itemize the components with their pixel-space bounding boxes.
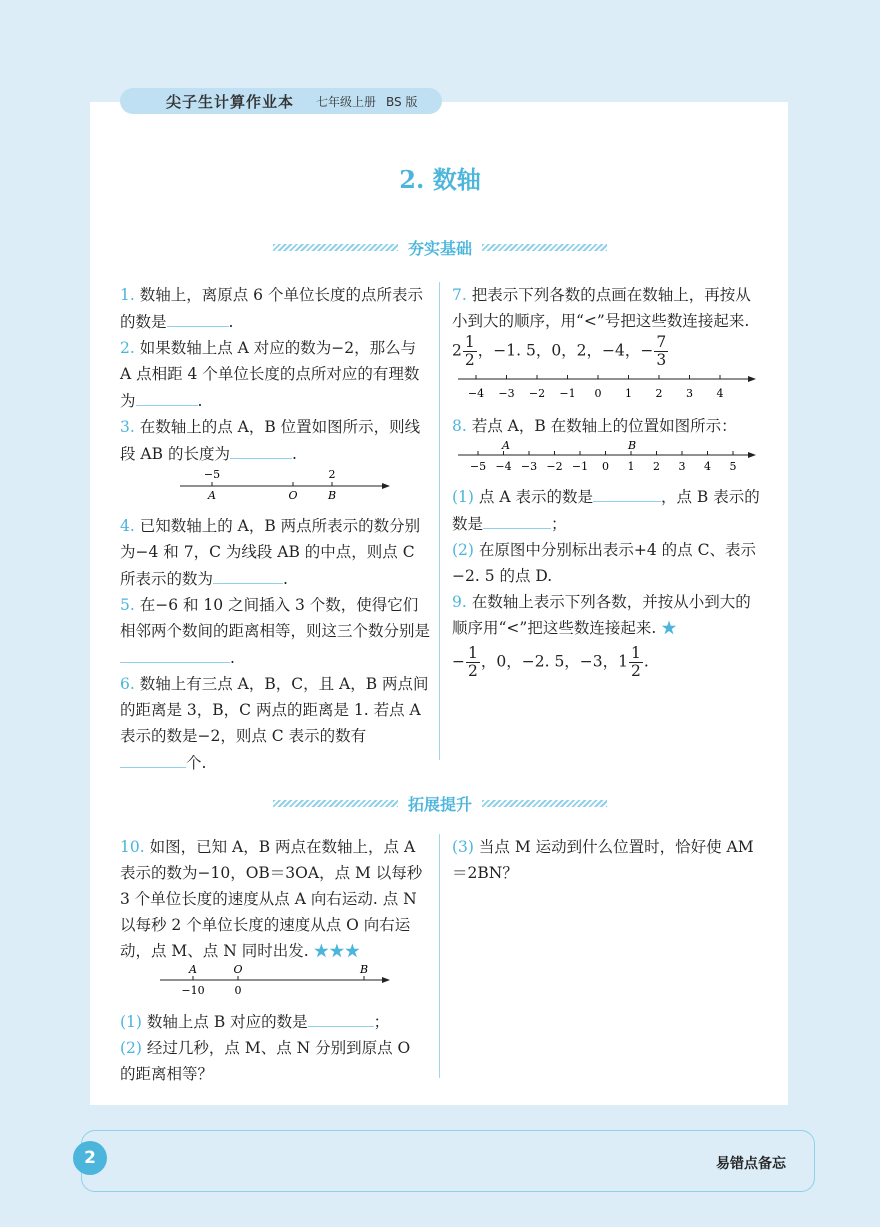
question-2: 2. 如果数轴上点 A 对应的数为−2，那么与 A 点相距 4 个单位长度的点所对应的有理数为 . bbox=[120, 339, 420, 410]
page-title: 2. 数轴 bbox=[399, 165, 481, 194]
tick-label: 3 bbox=[678, 460, 686, 473]
section-basic bbox=[0, 236, 880, 259]
hatch-decoration bbox=[273, 800, 398, 807]
tick-label: −5 bbox=[203, 468, 221, 481]
question-9: 9. 在数轴上表示下列各数，并按从小到大的顺序用“<”把这些数连接起来. ★ bbox=[452, 593, 751, 637]
tick-label: 3 bbox=[686, 387, 693, 400]
page-number: 2 bbox=[73, 1141, 107, 1175]
tick-label: −4 bbox=[495, 460, 512, 473]
question-9-numbers: − $\frac{1}{2}$ ，0，−2. 5，−3，1 $\frac{1}{2}$ . bbox=[452, 644, 649, 680]
tick-label: −5 bbox=[469, 460, 487, 473]
q8-number-line bbox=[452, 439, 764, 475]
right-column-advanced bbox=[452, 834, 764, 886]
tick-label: 0 bbox=[234, 984, 242, 997]
q10-number-line bbox=[120, 964, 430, 1000]
question-7: 7. 把表示下列各数的点画在数轴上，再按从小到大的顺序，用“<”号把这些数连接起来. 2 $\frac{1}{2}$ ，−1. 5，0，2，−4，− $\frac{7}{3}$ bbox=[452, 286, 751, 369]
question-3: 3. 在数轴上的点 A，B 位置如图所示，则线段 AB 的长度为 . bbox=[120, 418, 421, 463]
question-1: 1. 数轴上，离原点 6 个单位长度的点所表示的数是 . bbox=[120, 286, 423, 331]
fraction: $\frac{1}{2}$ bbox=[468, 644, 478, 680]
grade-label: 七年级上册 bbox=[316, 94, 377, 109]
tick-label: −4 bbox=[467, 387, 485, 400]
question-10: 10. 如图，已知 A，B 两点在数轴上，点 A 表示的数为−10，OB＝3OA，点 M 以每秒 3 个单位长度的速度从点 A 向右运动. 点 N 以每秒 2 个单位长度的速度从点 O 向右运动，点 M、点 N 同时出发. ★★★ bbox=[120, 838, 423, 960]
point-label: A bbox=[208, 489, 216, 502]
memo-label: 易错点备忘 bbox=[716, 1156, 786, 1172]
tick-label: −1 bbox=[571, 460, 589, 473]
header-pill bbox=[120, 88, 442, 114]
answer-blank[interactable] bbox=[213, 565, 283, 584]
fraction: $\frac{7}{3}$ bbox=[656, 333, 667, 369]
point-label: A bbox=[189, 964, 197, 976]
version-label: BS 版 bbox=[386, 94, 418, 109]
point-label: B bbox=[359, 964, 369, 976]
answer-blank[interactable] bbox=[230, 440, 292, 459]
tick-label: −10 bbox=[181, 984, 205, 997]
question-5: 5. 在−6 和 10 之间插入 3 个数，使得它们相邻两个数间的距离相等，则这三个数分别是. bbox=[120, 596, 431, 667]
hatch-decoration bbox=[482, 244, 607, 251]
question-8: 8. 若点 A，B 在数轴上的位置如图所示： bbox=[452, 417, 737, 435]
book-title: 尖子生计算作业本 bbox=[166, 92, 295, 111]
tick-label: 2 bbox=[653, 460, 660, 473]
footer-memo-box bbox=[81, 1130, 815, 1192]
question-10-part-3: (3) 当点 M 运动到什么位置时，恰好使 AM＝2BN？ bbox=[452, 838, 754, 882]
answer-blank[interactable] bbox=[136, 387, 198, 406]
point-label: O bbox=[233, 964, 243, 976]
question-10-part-2: (2) 经过几秒，点 M、点 N 分别到原点 O 的距离相等？ bbox=[120, 1039, 411, 1083]
tick-label: −2 bbox=[528, 387, 546, 400]
answer-blank[interactable] bbox=[120, 644, 230, 663]
point-label: B bbox=[627, 439, 637, 452]
hatch-decoration bbox=[273, 244, 398, 251]
left-column-basic bbox=[120, 282, 430, 776]
point-label: A bbox=[502, 439, 510, 452]
q7-number-line bbox=[452, 371, 764, 405]
column-divider bbox=[439, 282, 440, 760]
tick-label: 0 bbox=[594, 387, 602, 400]
tick-label: 5 bbox=[729, 460, 737, 473]
point-label: B bbox=[327, 489, 337, 502]
tick-label: 4 bbox=[704, 460, 711, 473]
difficulty-star: ★ bbox=[661, 619, 677, 637]
question-8-part-1: (1) 点 A 表示的数是 ，点 B 表示的数是 ； bbox=[452, 483, 764, 537]
fraction: $\frac{1}{2}$ bbox=[631, 644, 641, 680]
tick-label: −1 bbox=[559, 387, 576, 400]
tick-label: 1 bbox=[627, 460, 635, 473]
question-4: 4. 已知数轴上的 A，B 两点所表示的数分别为−4 和 7，C 为线段 AB 的中点，则点 C 所表示的数为 . bbox=[120, 517, 421, 588]
answer-blank[interactable] bbox=[593, 483, 661, 502]
right-column-basic bbox=[452, 282, 764, 680]
question-8-part-2: (2) 在原图中分别标出表示+4 的点 C、表示−2. 5 的点 D. bbox=[452, 541, 756, 585]
answer-blank[interactable] bbox=[167, 308, 229, 327]
column-divider bbox=[439, 834, 440, 1078]
section-label: 拓展提升 bbox=[407, 795, 472, 814]
left-column-advanced bbox=[120, 834, 430, 1087]
tick-label: 2 bbox=[328, 468, 336, 481]
tick-label: −2 bbox=[546, 460, 563, 473]
section-advanced bbox=[0, 792, 880, 815]
tick-label: 1 bbox=[625, 387, 632, 400]
hatch-decoration bbox=[482, 800, 607, 807]
tick-label: −3 bbox=[498, 387, 515, 400]
point-label: O bbox=[288, 489, 298, 502]
section-label: 夯实基础 bbox=[407, 239, 472, 258]
question-10-part-1: (1) 数轴上点 B 对应的数是 ； bbox=[120, 1008, 430, 1035]
tick-label: −3 bbox=[520, 460, 538, 473]
difficulty-stars: ★★★ bbox=[313, 942, 361, 960]
q3-number-line bbox=[120, 467, 430, 505]
fraction: $\frac{1}{2}$ bbox=[464, 333, 475, 369]
tick-label: 0 bbox=[602, 460, 609, 473]
answer-blank[interactable] bbox=[308, 1008, 374, 1027]
tick-label: 4 bbox=[716, 387, 724, 400]
answer-blank[interactable] bbox=[120, 749, 186, 768]
tick-label: 2 bbox=[655, 387, 663, 400]
answer-blank[interactable] bbox=[483, 510, 551, 529]
question-6: 6. 数轴上有三点 A，B，C，且 A，B 两点间的距离是 3，B，C 两点的距离是 1. 若点 A 表示的数是−2，则点 C 表示的数有 个. bbox=[120, 675, 429, 772]
